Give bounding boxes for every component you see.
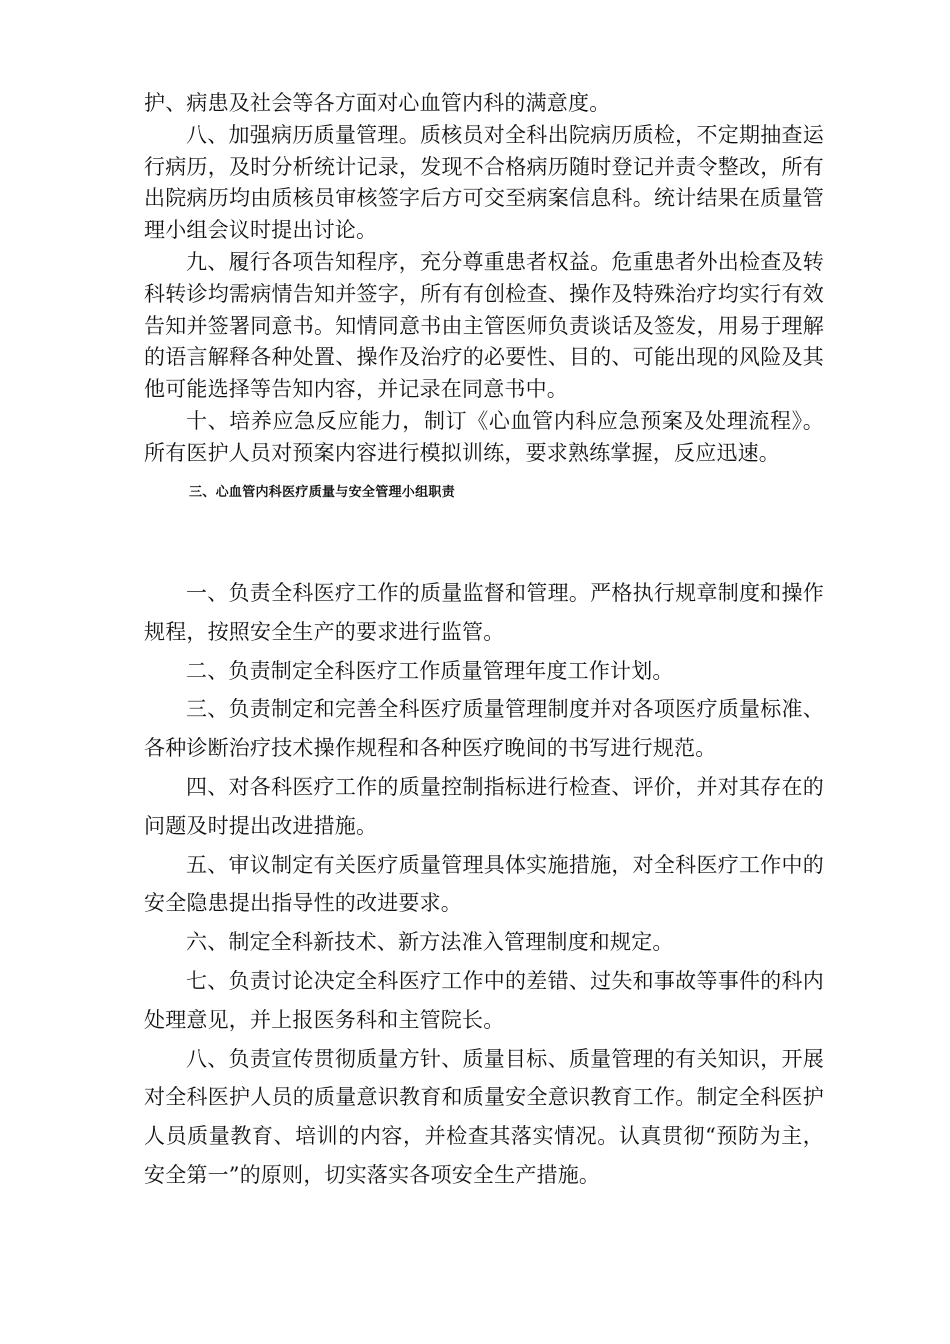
paragraph-emergency-response: 十、培养应急反应能力，制订《心血管内科应急预案及处理流程》。所有医护人员对预案内容进行模拟训练，要求熟练掌握，反应迅速。 (144, 408, 824, 465)
previous-section-body (144, 88, 824, 470)
paragraph-informed-consent: 九、履行各项告知程序，充分尊重患者权益。危重患者外出检查及转科转诊均需病情告知并签字，所有有创检查、操作及特殊治疗均实行有效告知并签署同意书。知情同意书由主管医师负责谈话及签发，用易于理解的语言解释各种处置、操作及治疗的必要性、目的、可能出现的风险及其他可能选择等告知内容，并记录在同意书中。 (144, 249, 824, 402)
section-heading: 三、心血管内科医疗质量与安全管理小组职责 (189, 485, 456, 500)
paragraph-medical-record-quality: 八、加强病历质量管理。质核员对全科出院病历质检，不定期抽查运行病历，及时分析统计记录，发现不合格病历随时登记并责令整改，所有出院病历均由质核员审核签字后方可交至病案信息科。统计结果在质量管理小组会议时提出讨论。 (144, 122, 824, 243)
duties-section-body (144, 574, 824, 1195)
duty-item-5: 五、审议制定有关医疗质量管理具体实施措施，对全科医疗工作中的安全隐患提出指导性的改进要求。 (144, 852, 824, 916)
duty-item-2: 二、负责制定全科医疗工作质量管理年度工作计划。 (186, 658, 674, 683)
duty-item-4: 四、对各科医疗工作的质量控制指标进行检查、评价，并对其存在的问题及时提出改进措施。 (144, 774, 824, 838)
duty-item-7: 七、负责讨论决定全科医疗工作中的差错、过失和事故等事件的科内处理意见，并上报医务科和主管院长。 (144, 968, 824, 1032)
duty-item-8: 八、负责宣传贯彻质量方针、质量目标、质量管理的有关知识，开展对全科医护人员的质量意识教育和质量安全意识教育工作。制定全科医护人员质量教育、培训的内容，并检查其落实情况。认真贯彻“预防为主，安全第一”的原则，切实落实各项安全生产措施。 (144, 1046, 824, 1187)
duty-item-3: 三、负责制定和完善全科医疗质量管理制度并对各项医疗质量标准、各种诊断治疗技术操作规程和各种医疗晚间的书写进行规范。 (144, 697, 824, 761)
duty-item-1: 一、负责全科医疗工作的质量监督和管理。严格执行规章制度和操作规程，按照安全生产的要求进行监管。 (144, 581, 824, 644)
paragraph-continuation: 护、病患及社会等各方面对心血管内科的满意度。 (144, 91, 611, 115)
duty-item-6: 六、制定全科新技术、新方法准入管理制度和规定。 (186, 930, 674, 955)
